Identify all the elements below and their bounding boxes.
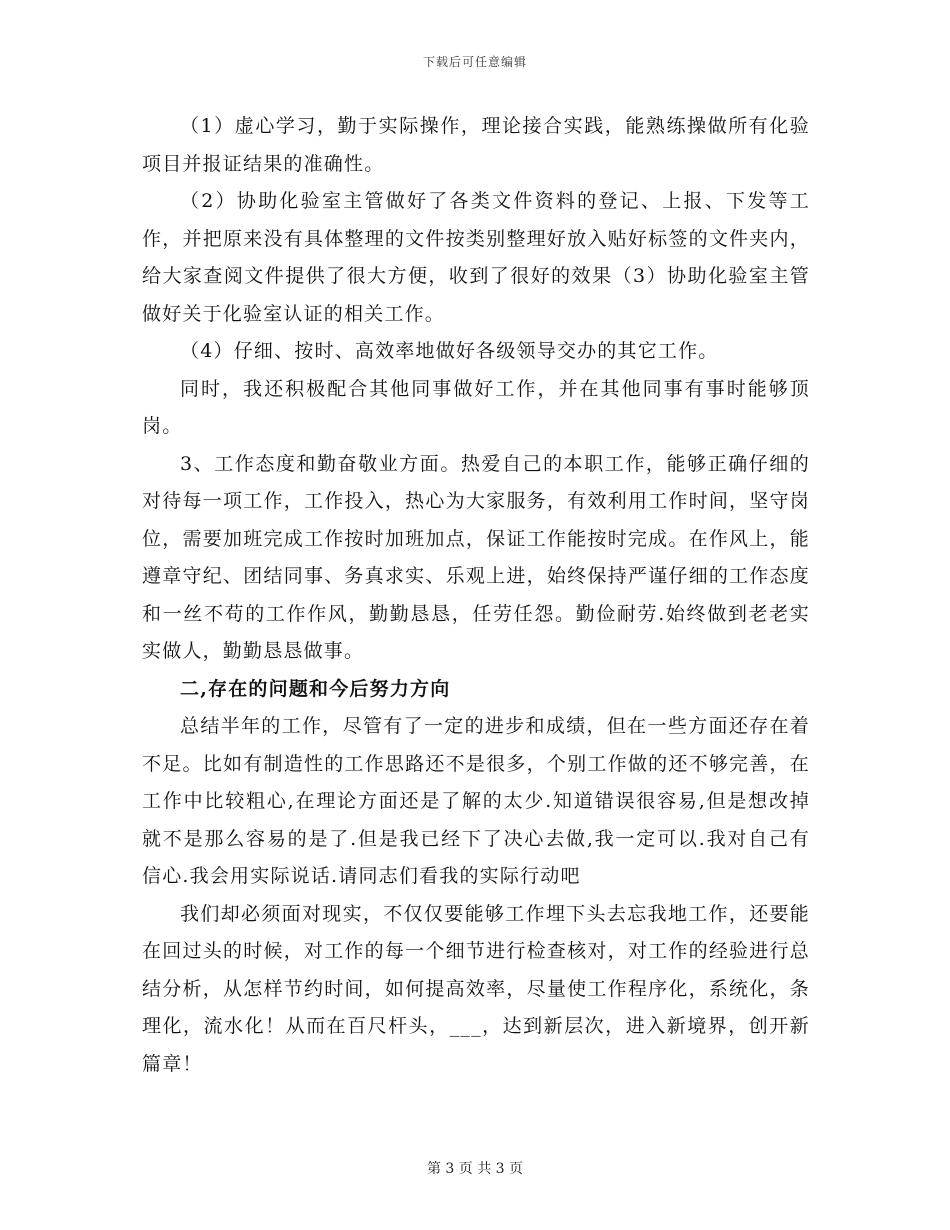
paragraph-item-1: （1）虚心学习，勤于实际操作，理论接合实践，能熟练操做所有化验项目并报证结果的准确性。 (142, 115, 810, 175)
page-header: 下载后可任意编辑 (422, 55, 527, 69)
section-heading: 二,存在的问题和今后努力方向 (180, 677, 451, 700)
paragraph-summary: 总结半年的工作，尽管有了一定的进步和成绩，但在一些方面还存在着不足。比如有制造性的工作思路还不是很多，个别工作做的还不够完善，在工作中比较粗心,在理论方面还是了解的太少.知道错误很容易,但是想改掉就不是那么容易的是了.但是我已经下了决心去做,我一定可以.我对自己有信心.我会用实际说话.请同志们看我的实际行动吧 (142, 715, 810, 887)
page-footer: 第 3 页 共 3 页 (426, 1161, 524, 1177)
document-body (142, 108, 810, 1083)
paragraph-conclusion: 我们却必须面对现实，不仅仅要能够工作埋下头去忘我地工作，还要能在回过头的时候，对工作的每一个细节进行检查核对，对工作的经验进行总结分析，从怎样节约时间，如何提高效率，尽量使工作程序化，系统化，条理化，流水化！从而在百尺杆头，___，达到新层次，进入新境界，创开新篇章！ (142, 902, 810, 1075)
paragraph-item-4: （4）仔细、按时、高效率地做好各级领导交办的其它工作。 (180, 340, 719, 362)
paragraph-cooperation: 同时，我还积极配合其他同事做好工作，并在其他同事有事时能够顶岗。 (142, 377, 810, 437)
paragraph-work-attitude: 3、工作态度和勤奋敬业方面。热爱自己的本职工作，能够正确仔细的对待每一项工作，工作投入，热心为大家服务，有效利用工作时间，坚守岗位，需要加班完成工作按时加班加点，保证工作能按时完成。在作风上，能遵章守纪、团结同事、务真求实、乐观上进，始终保持严谨仔细的工作态度和一丝不苟的工作作风，勤勤恳恳，任劳任怨。勤俭耐劳.始终做到老老实实做人，勤勤恳恳做事。 (142, 452, 810, 662)
paragraph-item-2: （2）协助化验室主管做好了各类文件资料的登记、上报、下发等工作，并把原来没有具体整理的文件按类别整理好放入贴好标签的文件夹内，给大家查阅文件提供了很大方便，收到了很好的效果（3）协助化验室主管做好关于化验室认证的相关工作。 (142, 190, 810, 325)
